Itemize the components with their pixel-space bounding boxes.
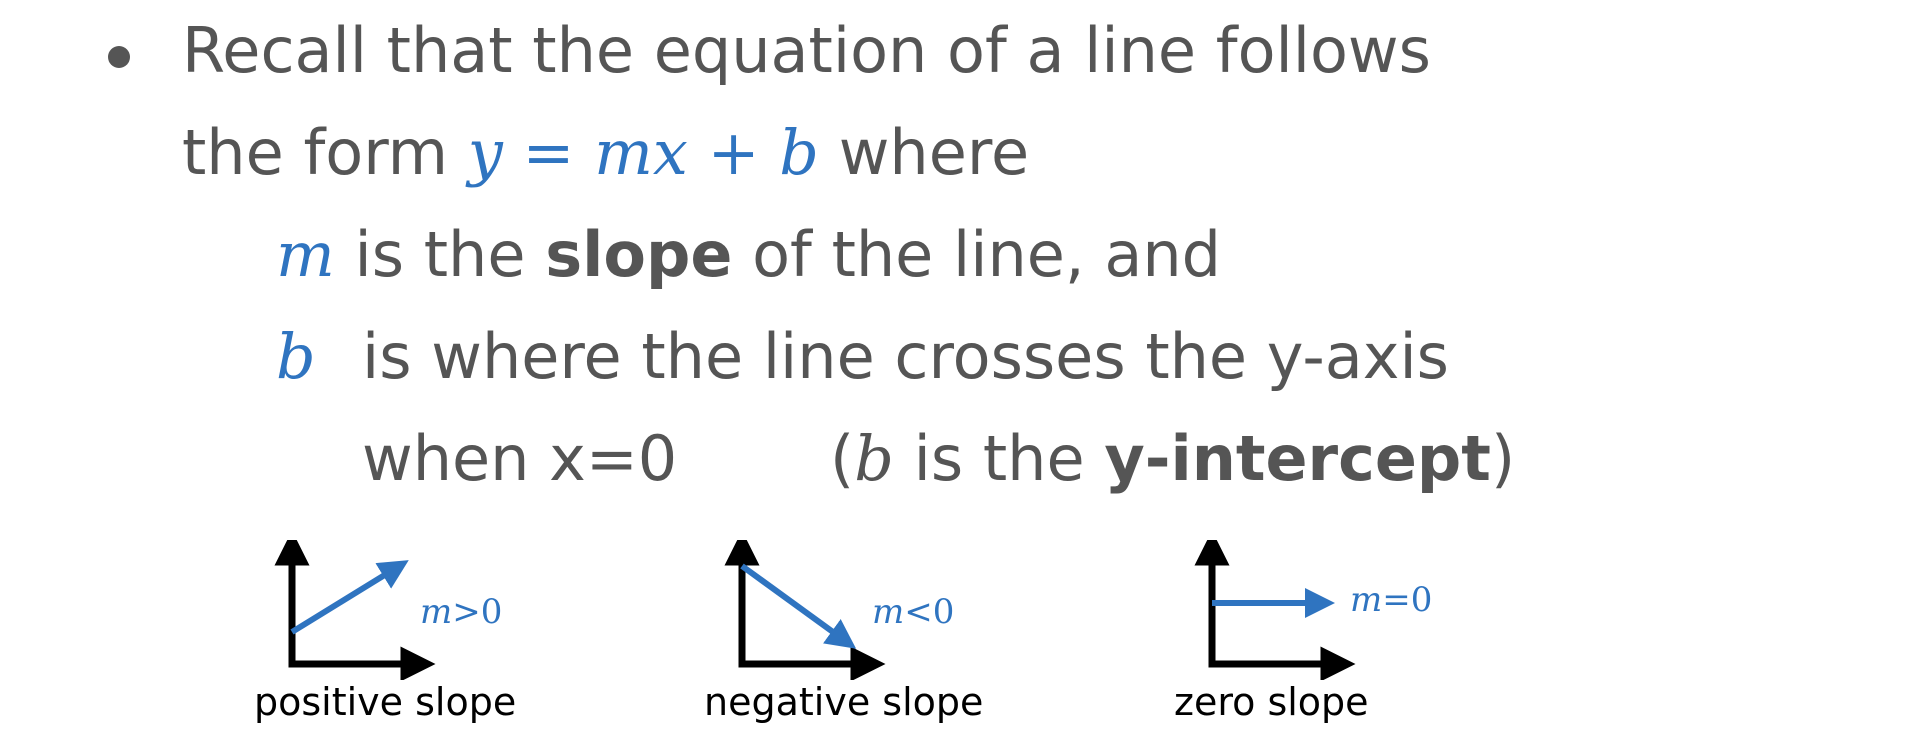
slope-term: slope [545,218,733,291]
m-symbol: m [276,218,335,291]
slope-label-rest: =0 [1382,580,1433,620]
text-line-2 [182,116,1030,189]
line2-prefix: the form [182,116,468,189]
slope-label [872,592,954,632]
paren-mid: is the [893,422,1105,495]
slope-label-rest: >0 [452,592,503,632]
slope-line [292,568,396,632]
slope-label-var: m [1350,580,1383,620]
negative-slope-graph [700,540,900,680]
slope-label [1350,580,1432,620]
axes [292,548,418,664]
equation-b: b [779,116,819,189]
paren-b-symbol: b [854,422,894,495]
line2-suffix: where [818,116,1030,189]
y-intercept-term: y-intercept [1104,422,1491,495]
paren-open: ( [830,422,855,495]
zero-slope-graph [1170,540,1370,680]
diagram-caption: negative slope [704,680,984,724]
text-line-5-paren [830,422,1516,495]
bullet-point [108,46,130,68]
text-line-5 [362,422,678,495]
axes [742,548,868,664]
m-desc-2: of the line, and [732,218,1221,291]
line1-text: Recall that the equation of a line follows [182,14,1431,87]
equation-equals: = [502,116,595,189]
slope-label [420,592,502,632]
text-line-1 [182,14,1431,87]
m-desc-1: is the [334,218,546,291]
paren-close: ) [1490,422,1516,495]
equation-mx: mx [594,116,688,189]
text-line-4 [276,320,316,393]
equation-y: y [467,116,503,189]
diagram-caption: positive slope [254,680,517,724]
equation-plus: + [687,116,780,189]
slope-line [742,566,844,640]
text-line-4-desc [362,320,1449,393]
slope-label-rest: <0 [904,592,955,632]
diagram-caption: zero slope [1174,680,1369,724]
slope-label-var: m [420,592,453,632]
b-desc: is where the line crosses the y-axis [362,320,1449,393]
b-symbol: b [276,320,316,393]
text-line-3 [276,218,1221,291]
when-text: when x=0 [362,422,678,495]
slope-label-var: m [872,592,905,632]
